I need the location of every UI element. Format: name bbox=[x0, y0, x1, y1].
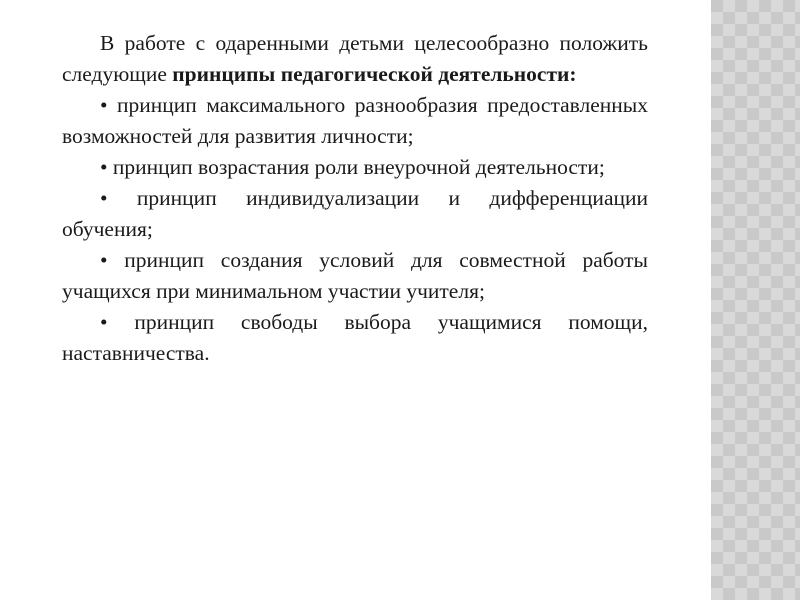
bullet-item-2: • принцип возрастания роли внеурочной деятельности; bbox=[100, 155, 605, 179]
intro-text: В работе с одаренными детьми целесообразно положить следующие bbox=[62, 31, 648, 86]
decorative-side-panel bbox=[711, 0, 800, 600]
bullet-item-5: • принцип свободы выбора учащимися помощи, наставничества. bbox=[62, 310, 648, 365]
slide-body bbox=[62, 28, 648, 369]
intro-bold-text: принципы педагогической деятельности: bbox=[172, 62, 577, 86]
bullet-item-1: • принцип максимального разнообразия предоставленных возможностей для развития личности; bbox=[62, 93, 648, 148]
bullet-item-3: • принцип индивидуализации и дифференциации обучения; bbox=[62, 186, 648, 241]
intro-paragraph bbox=[62, 28, 648, 90]
bullet-item-4: • принцип создания условий для совместной работы учащихся при минимальном участии учителя; bbox=[62, 248, 648, 303]
